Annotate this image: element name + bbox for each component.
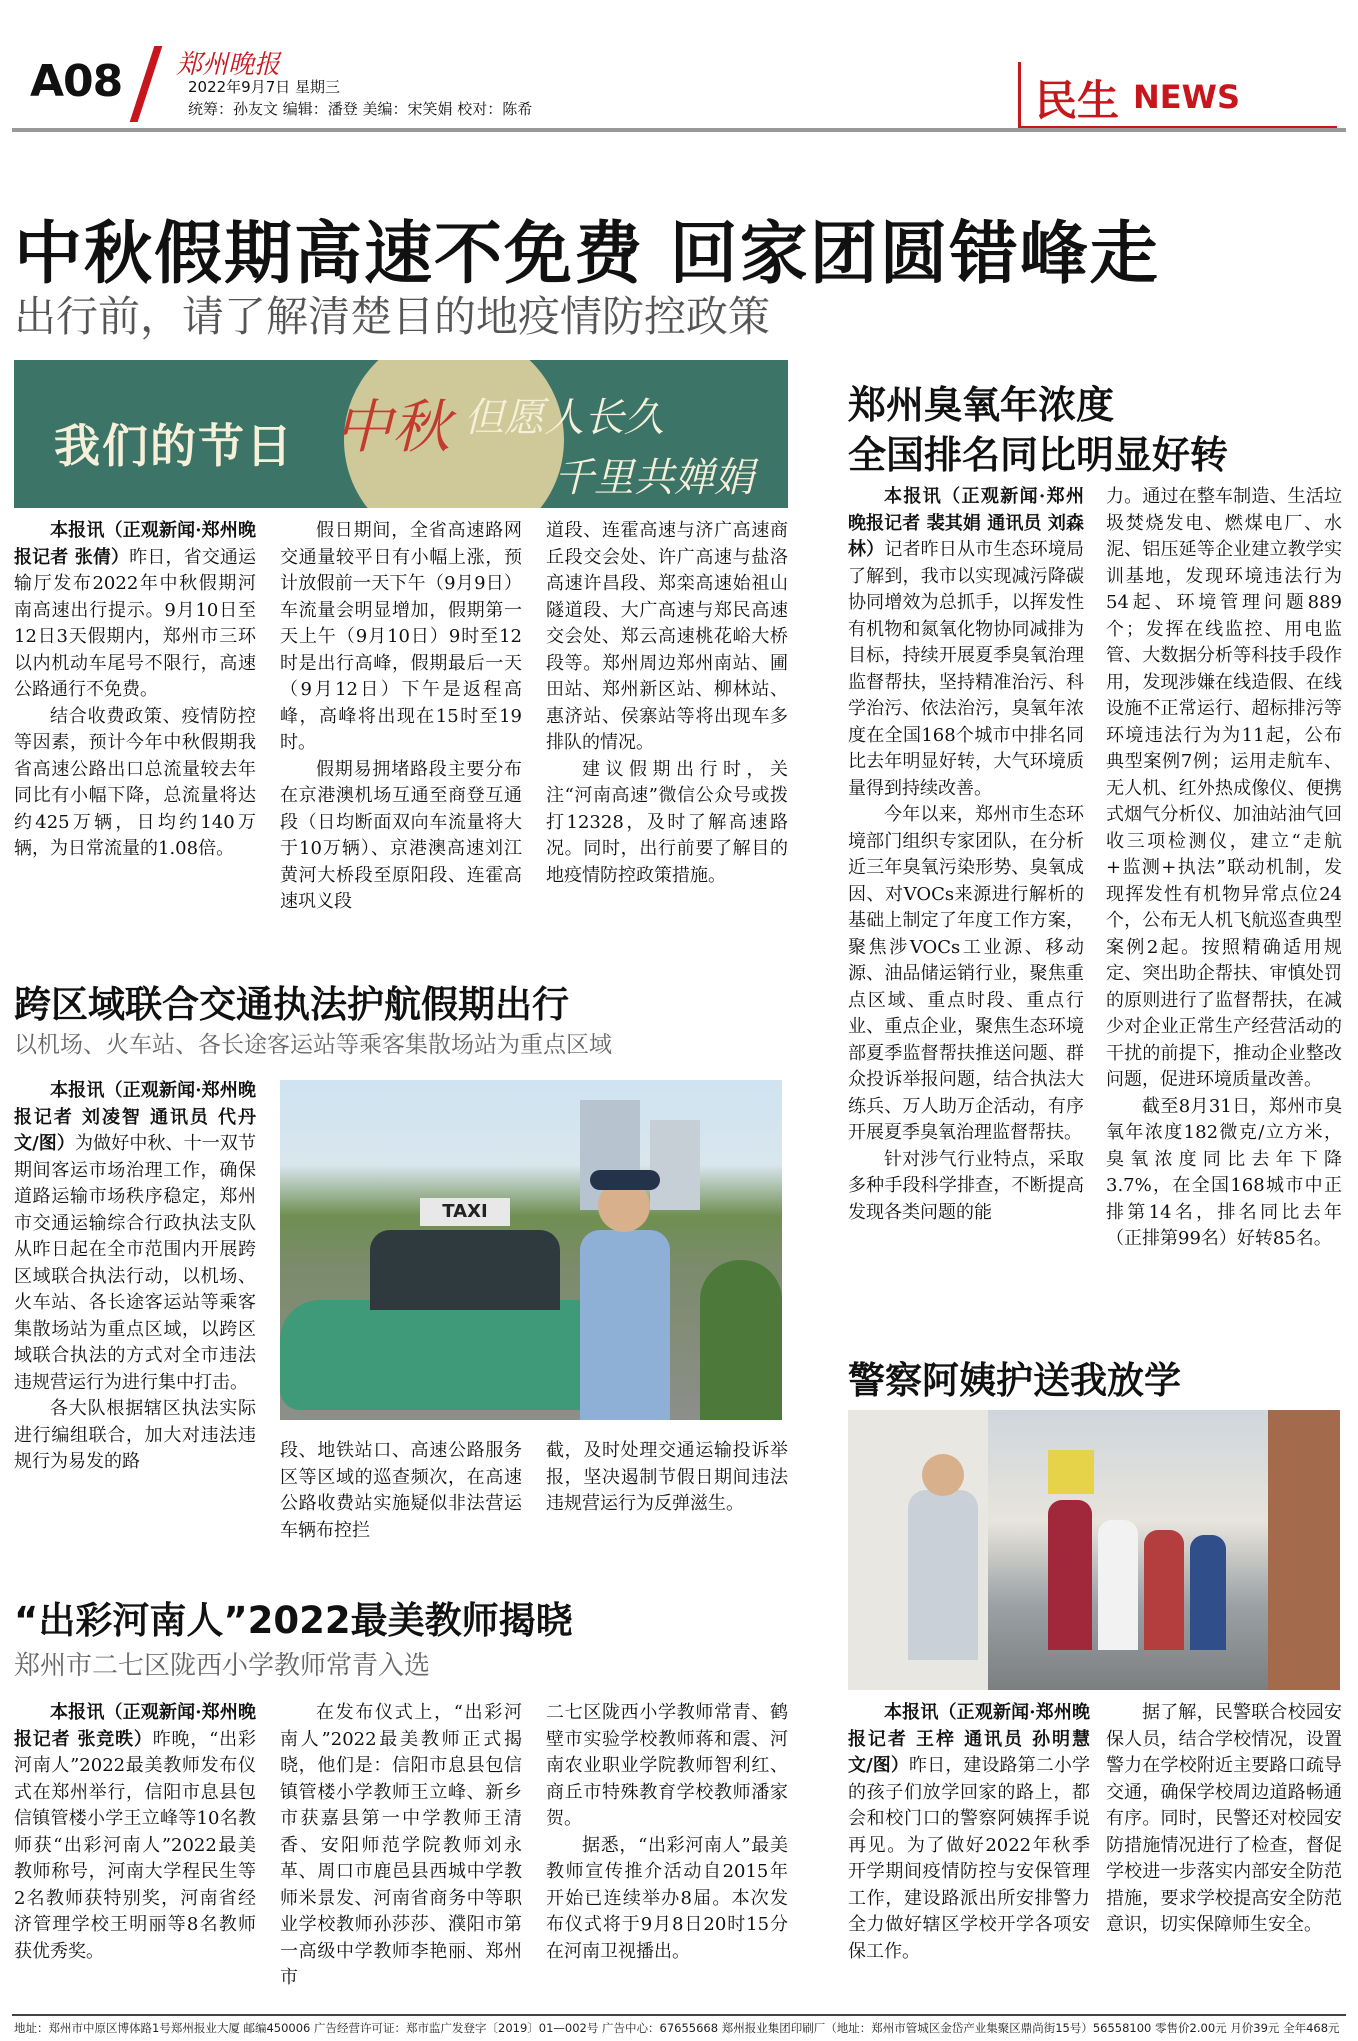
- officer-cap: [590, 1170, 660, 1190]
- section-name-cn: 民生: [1035, 76, 1120, 125]
- traffic-paragraph-2: 各大队根据辖区执法实际进行编组联合，加大对违法违规行为易发的路: [14, 1398, 256, 1472]
- traffic-subheadline: 以机场、火车站、各长途客运站等乘客集散场站为重点区域: [14, 1032, 612, 1058]
- lead-paragraph-2: 结合收费政策、疫情防控等因素，预计今年中秋假期我省高速公路出口总流量较去年同比有小幅下降，总流量将达约425万辆，日均约140万辆，为日常流量的1.08倍。: [14, 705, 256, 859]
- section-name-en: NEWS: [1133, 78, 1240, 116]
- traffic-paragraph-1: 为做好中秋、十一双节期间客运市场治理工作，确保道路运输市场秩序稳定，郑州市交通运输综合行政执法支队从昨日起在全市范围内开展跨区域联合执法行动，以机场、火车站、各长途客运站等乘客集散场站为重点区域，以跨区域联合执法的方式对全市违法违规营运行为进行集中打击。: [14, 1133, 256, 1393]
- teacher-paragraph-4: 据悉，“出彩河南人”最美教师宣传推介活动自2015年开始已连续举办8届。本次发布仪式将于9月8日20时15分在河南卫视播出。: [546, 1834, 788, 1962]
- newspaper-logo: 郑州晚报: [176, 50, 281, 80]
- class-sign: [1048, 1450, 1094, 1494]
- traffic-headline: 跨区域联合交通执法护航假期出行: [14, 983, 569, 1026]
- police-column-2: [1106, 1700, 1342, 1939]
- building-shape: [650, 1120, 700, 1210]
- tree-shape: [700, 1260, 782, 1420]
- lead-column-2: [280, 518, 522, 916]
- building-wall-shape: [1268, 1410, 1340, 1690]
- mid-autumn-banner: [14, 360, 788, 508]
- taxi-roof-sign: TAXI: [420, 1198, 510, 1226]
- traffic-byline: 本报讯（正观新闻·郑州晚报记者 刘凌智 通讯员 代丹 文/图）: [14, 1080, 256, 1154]
- taxi-inspection-photo: [280, 1080, 782, 1420]
- page-number: A08: [30, 56, 123, 107]
- traffic-column-3: [546, 1438, 788, 1518]
- ozone-column-2: [1106, 484, 1342, 1253]
- lead-column-3: [546, 518, 788, 889]
- ozone-paragraph-1: 记者昨日从市生态环境局了解到，我市以实现减污降碳协同增效为总抓手，以挥发性有机物和氮氧化物协同减排为目标，持续开展夏季臭氧治理监督帮扶，坚持精准治污、科学治污、依法治污，臭氧年浓度在全国168个城市中排名同比去年明显好转，大气环境质量得到持续改善。: [848, 539, 1085, 799]
- police-escort-photo: [848, 1410, 1340, 1690]
- issue-date: 2022年9月7日 星期三: [188, 78, 341, 96]
- police-column-1: [848, 1700, 1090, 1965]
- banner-text-zhongqiu: 中秋: [334, 393, 451, 461]
- teacher-column-1: [14, 1700, 256, 1965]
- teacher-column-3: [546, 1700, 788, 1965]
- banner-text-poem-2: 千里共婵娟: [554, 455, 754, 501]
- lead-paragraph-5: 道段、连霍高速与济广高速商丘段交会处、许广高速与盐洛高速许昌段、郑栾高速始祖山隧道段、大广高速与郑民高速交会处、郑云高速桃花峪大桥段等。郑州周边郑州南站、圃田站、郑州新区站、柳林站、惠济站、侯寨站等将出现车多排队的情况。: [546, 520, 788, 753]
- staff-credits: 统筹：孙友文 编辑：潘登 美编：宋笑娟 校对：陈希: [188, 100, 533, 118]
- banner-text-poem-1: 但愿人长久: [464, 395, 664, 441]
- teacher-paragraph-1: 昨晚，“出彩河南人”2022最美教师发布仪式在郑州举行，信阳市息县包信镇管楼小学王立峰等10名教师获“出彩河南人”2022最美教师称号，河南大学程民生等2名教师获特别奖，河南省经济管理学校王明丽等8名教师获优秀奖。: [14, 1728, 256, 1962]
- police-headline: 警察阿姨护送我放学: [848, 1359, 1181, 1402]
- teacher-subheadline: 郑州市二七区陇西小学教师常青入选: [14, 1651, 431, 1681]
- student-figure: [1144, 1530, 1184, 1650]
- header-rule: [12, 128, 1346, 132]
- traffic-column-1: [14, 1078, 256, 1476]
- ozone-paragraph-2: 今年以来，郑州市生态环境部门组织专家团队，在分析近三年臭氧污染形势、臭氧成因、对VOCs来源进行解析的基础上制定了年度工作方案，聚焦涉VOCs工业源、移动源、油品储运销行业，聚焦重点区域、重点时段、重点行业、重点企业，聚焦生态环境部夏季监督帮扶推送问题、群众投诉举报问题，结合执法大练兵、万人助万企活动，有序开展夏季臭氧治理监督帮扶。: [848, 804, 1084, 1143]
- lead-paragraph-4: 假期易拥堵路段主要分布在京港澳机场互通至商登互通段（日均断面双向车流量将大于10万辆）、京港澳高速刘江黄河大桥段至原阳段、连霍高速巩义段: [280, 758, 522, 912]
- policewoman-figure: [908, 1490, 978, 1660]
- lead-subheadline: 出行前，请了解清楚目的地疫情防控政策: [14, 292, 771, 341]
- police-paragraph-1: 昨日，建设路第二小学的孩子们放学回家的路上，都会和校门口的警察阿姨挥手说再见。为了做好2022年秋季开学期间疫情防控与安保管理工作，建设路派出所安排警力全力做好辖区学校开学各项安保工作。: [848, 1755, 1090, 1962]
- officer-figure: [580, 1230, 670, 1420]
- traffic-paragraph-4: 截，及时处理交通运输投诉举报，坚决遏制节假日期间违法违规营运行为反弹滋生。: [546, 1440, 788, 1514]
- traffic-column-2: [280, 1438, 522, 1544]
- teacher-headline: “出彩河南人”2022最美教师揭晓: [14, 1599, 573, 1642]
- teacher-paragraph-2: 在发布仪式上，“出彩河南人”2022最美教师正式揭晓，他们是：信阳市息县包信镇管楼小学教师王立峰、新乡市获嘉县第一中学教师王清香、安阳师范学院教师刘永革、周口市鹿邑县西城中学教师米景发、河南省商务中等职业学校教师孙莎莎、濮阳市第一高级中学教师李艳丽、郑州市: [280, 1702, 522, 1988]
- banner-text-festival: 我们的节日: [54, 419, 294, 473]
- ozone-byline: 本报讯（正观新闻·郑州晚报记者 裴其娟 通讯员 刘森林）: [848, 486, 1084, 560]
- traffic-paragraph-3: 段、地铁站口、高速公路服务区等区域的巡查频次，在高速公路收费站实施疑似非法营运车辆布控拦: [280, 1440, 522, 1541]
- student-figure: [1098, 1520, 1138, 1650]
- police-byline: 本报讯（正观新闻·郑州晚报记者 王梓 通讯员 孙明慧 文/图）: [848, 1702, 1090, 1776]
- teacher-byline: 本报讯（正观新闻·郑州晚报记者 张竞昳）: [14, 1702, 256, 1750]
- footer-info: 地址：郑州市中原区博体路1号郑州报业大厦 邮编450006 广告经营许可证：郑市监广发登字〔2019〕01—002号 广告中心：67655668 郑州报业集团印刷厂（地址：郑州市管城区金岱产业集聚区鼎尚街15号）56558100 零售价2.00元 月价39元 全年468元: [14, 2021, 1340, 2035]
- ozone-paragraph-3: 针对涉气行业特点，采取多种手段科学排查，不断提高发现各类问题的能: [848, 1148, 1084, 1223]
- lead-paragraph-3: 假日期间，全省高速路网交通量较平日有小幅上涨，预计放假前一天下午（9月9日）车流量会明显增加，假期第一天上午（9月10日）9时至12时是出行高峰，假期最后一天（9月12日）下午是返程高峰，高峰将出现在15时至19时。: [280, 520, 522, 753]
- ozone-paragraph-4: 力。通过在整车制造、生活垃圾焚烧发电、燃煤电厂、水泥、铝压延等企业建立教学实训基地，发现环境违法行为54起、环境管理问题889个；发挥在线监控、用电监管、大数据分析等科技手段作用，发现涉嫌在线造假、在线设施不正常运行、超标排污等环境违法行为为11起，公布典型案例7例；运用走航车、无人机、红外热成像仪、便携式烟气分析仪、加油站油气回收三项检测仪，建立“走航+监测+执法”联动机制，发现挥发性有机物异常点位24个，公布无人机飞航巡查典型案例2起。按照精确适用规定、突出助企帮扶、审慎处罚的原则进行了监督帮扶，在减少对企业正常生产经营活动的干扰的前提下，推动企业整改问题，促进环境质量改善。: [1106, 486, 1342, 1090]
- teacher-paragraph-3: 二七区陇西小学教师常青、鹤壁市实验学校教师蒋和震、河南农业职业学院教师智利红、商丘市特殊教育学校教师潘家贺。: [546, 1702, 788, 1829]
- lead-paragraph-1: 昨日，省交通运输厅发布2022年中秋假期河南高速出行提示。9月10日至12日3天假期内，郑州市三环以内机动车尾号不限行，高速公路通行不免费。: [14, 546, 256, 700]
- student-figure: [1048, 1500, 1092, 1650]
- header-slash-divider: [130, 46, 163, 122]
- ozone-column-1: [848, 484, 1084, 1226]
- ozone-headline-line-2: 全国排名同比明显好转: [848, 433, 1229, 477]
- police-paragraph-2: 据了解，民警联合校园安保人员，结合学校情况，设置警力在学校附近主要路口疏导交通，确保学校周边道路畅通有序。同时，民警还对校园安防措施情况进行了检查，督促学校进一步落实内部安全防范措施，要求学校提高安全防范意识，切实保障师生安全。: [1106, 1702, 1342, 1935]
- taxi-window-shape: [370, 1230, 560, 1310]
- lead-column-1: [14, 518, 256, 863]
- ozone-paragraph-5: 截至8月31日，郑州市臭氧年浓度182微克/立方米，臭氧浓度同比去年下降3.7%，在全国168城市中正排第14名，排名同比去年（正排第99名）好转85名。: [1106, 1095, 1342, 1249]
- teacher-column-2: [280, 1700, 522, 1992]
- lead-paragraph-6: 建议假期出行时，关注“河南高速”微信公众号或拨打12328，及时了解高速路况。同时，出行前要了解目的地疫情防控政策措施。: [546, 758, 788, 886]
- student-figure: [1190, 1535, 1226, 1650]
- section-tag: [1018, 62, 1337, 129]
- policewoman-head: [922, 1454, 964, 1496]
- lead-byline: 本报讯（正观新闻·郑州晚报记者 张倩）: [14, 520, 256, 568]
- lead-headline: 中秋假期高速不免费 回家团圆错峰走: [14, 215, 1160, 294]
- ozone-headline-line-1: 郑州臭氧年浓度: [848, 383, 1115, 427]
- footer-rule: [12, 2014, 1346, 2016]
